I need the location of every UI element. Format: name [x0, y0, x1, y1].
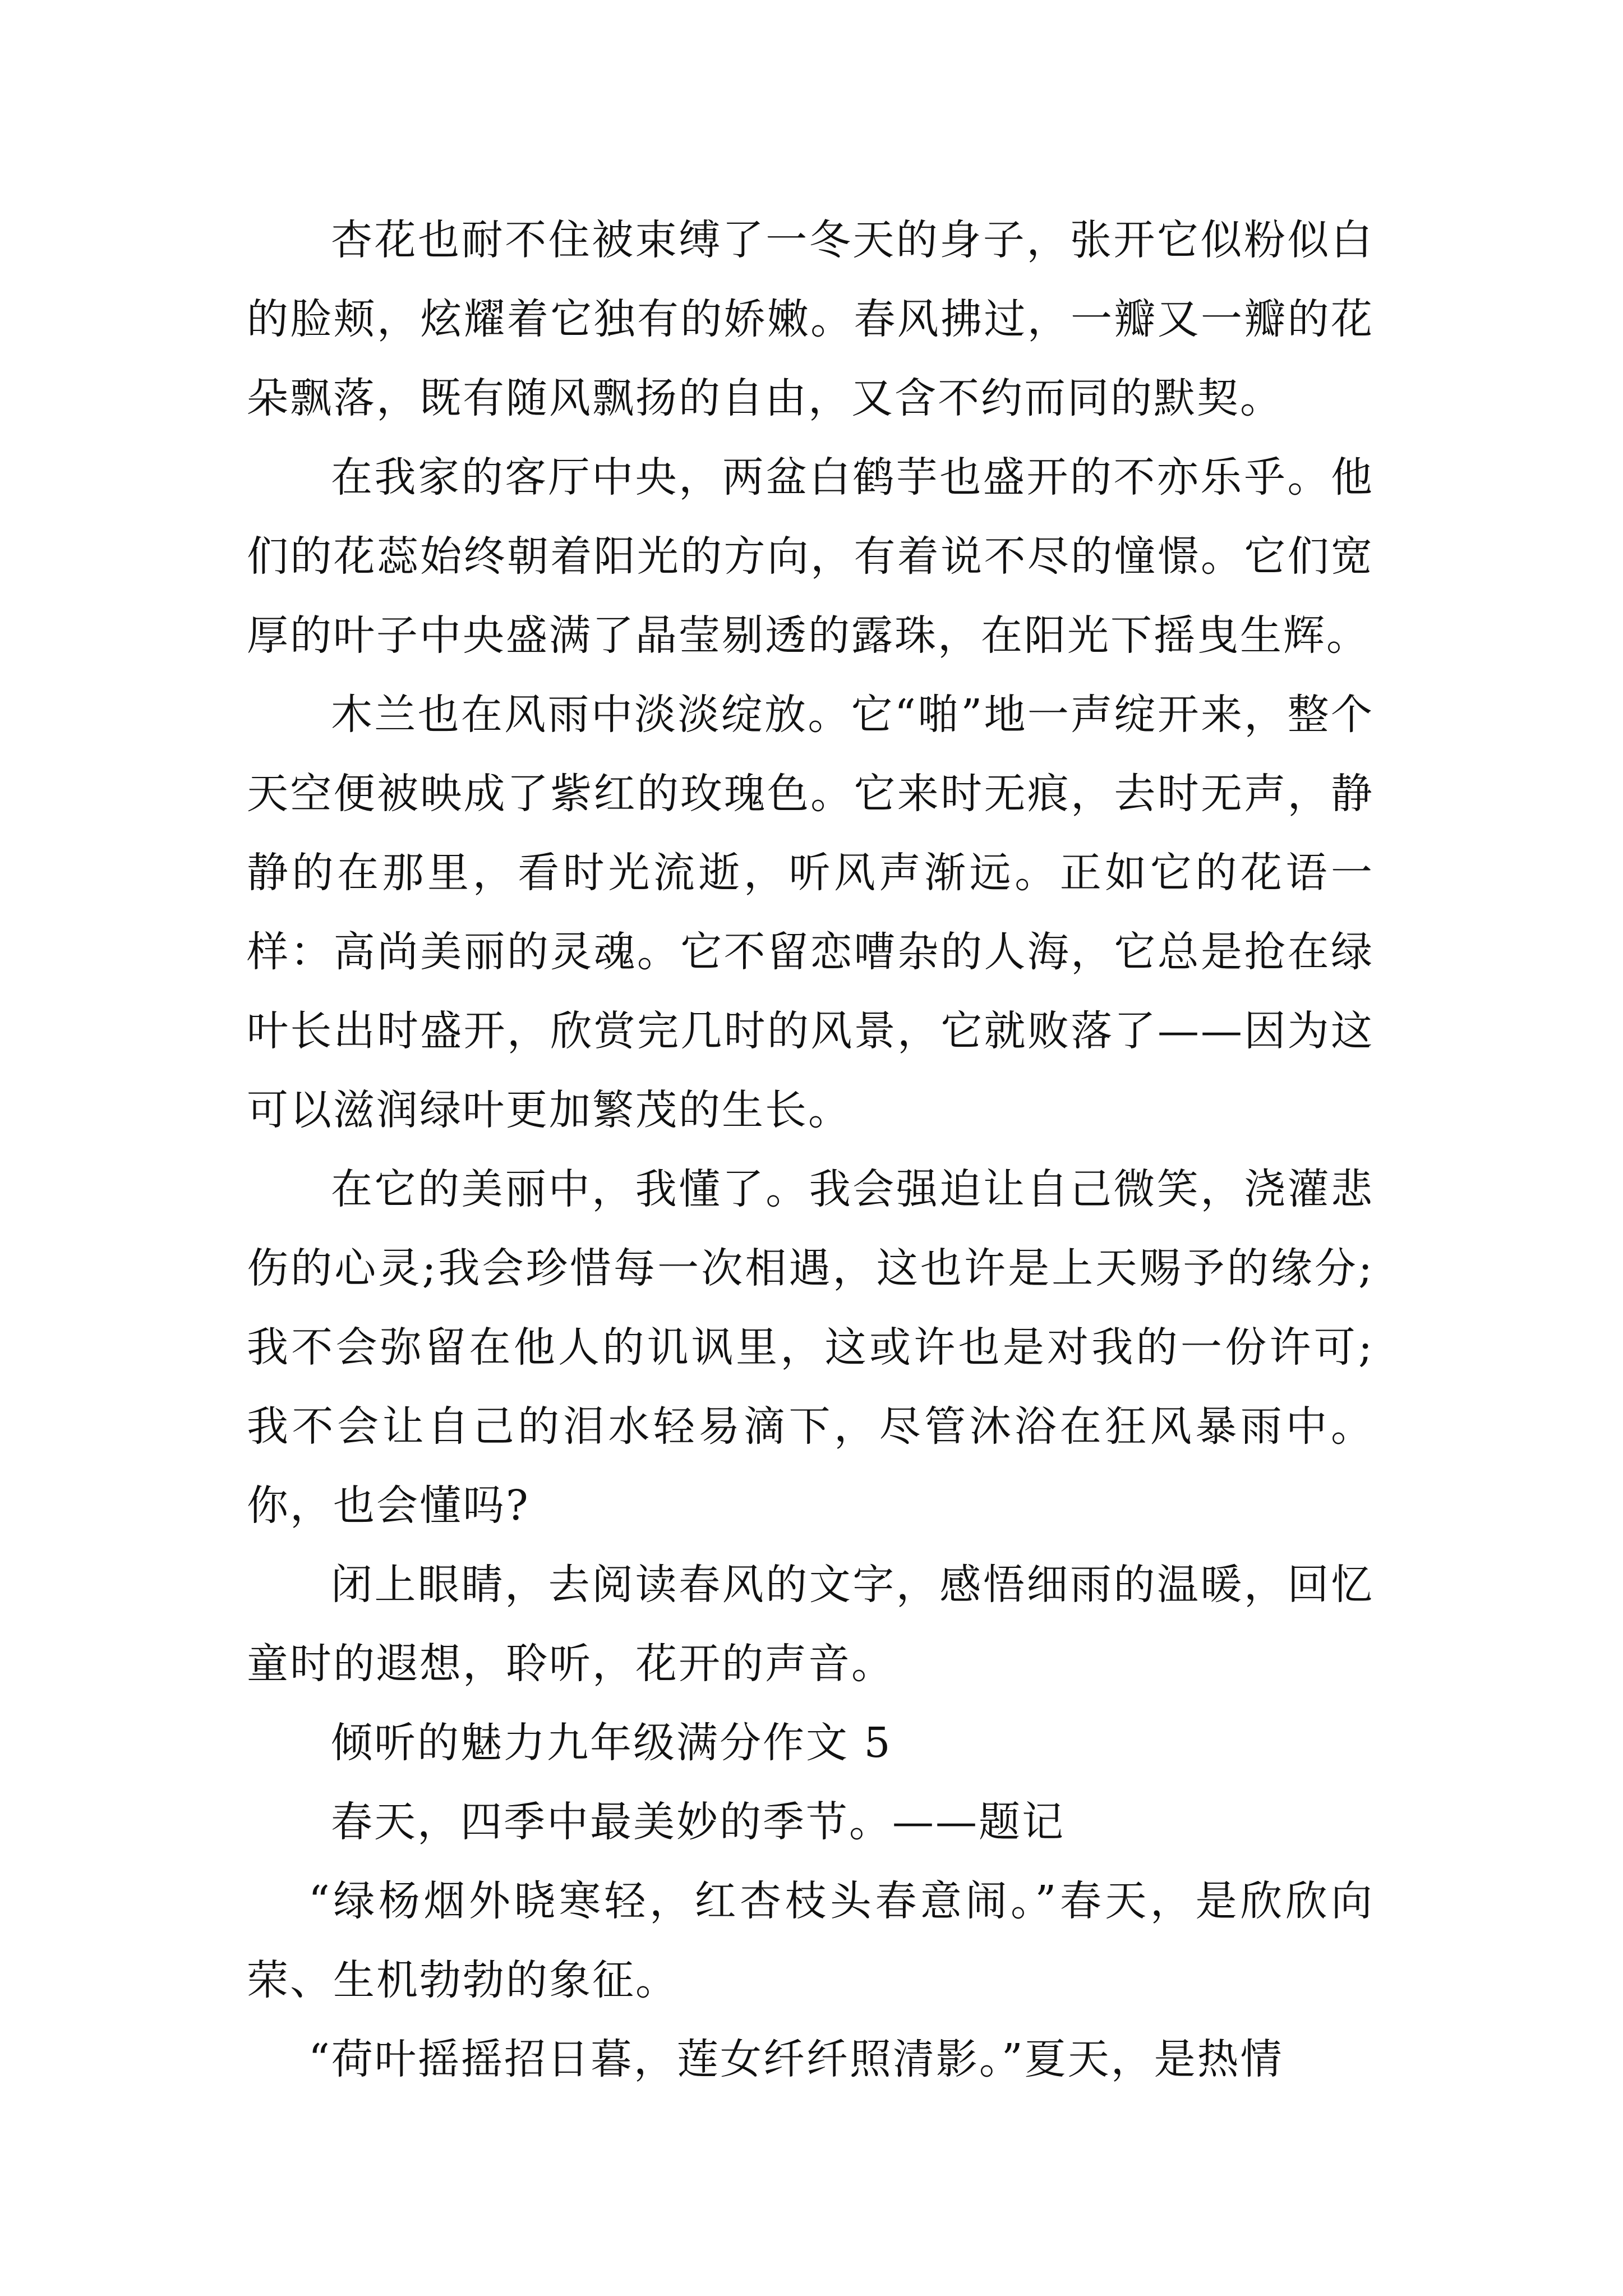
paragraph-closing: 闭上眼睛，去阅读春风的文字，感悟细雨的温暖，回忆童时的遐想，聆听，花开的声音。 — [247, 1561, 1374, 1688]
paragraph-understanding: 在它的美丽中，我懂了。我会强迫让自己微笑，浇灌悲伤的心灵;我会珍惜每一次相遇，这也许是上天赐予的缘分;我不会弥留在他人的讥讽里，这或许也是对我的一份许可;我不会让自己的泪水轻易滴下，尽管沐浴在狂风暴雨中。你，也会懂吗? — [247, 1165, 1374, 1530]
paragraph-magnolia: 木兰也在风雨中淡淡绽放。它“啪”地一声绽开来，整个天空便被映成了紫红的玫瑰色。它来时无痕，去时无声，静静的在那里，看时光流逝，听风声渐远。正如它的花语一样：高尚美丽的灵魂。它不留恋嘈杂的人海，它总是抢在绿叶长出时盛开，欣赏完几时的风景，它就败落了——因为这可以滋润绿叶更加繁茂的生长。 — [247, 691, 1374, 1134]
paragraph-peace-lily: 在我家的客厅中央，两盆白鹤芋也盛开的不亦乐乎。他们的花蕊始终朝着阳光的方向，有着说不尽的憧憬。它们宽厚的叶子中央盛满了晶莹剔透的露珠，在阳光下摇曳生辉。 — [247, 453, 1374, 660]
essay-title: 倾听的魅力九年级满分作文 5 — [331, 1719, 892, 1767]
paragraph-spring-quote: “绿杨烟外晓寒轻，红杏枝头春意闹。”春天，是欣欣向荣、生机勃勃的象征。 — [247, 1877, 1374, 2004]
paragraph-apricot-blossom: 杏花也耐不住被束缚了一冬天的身子，张开它似粉似白的脸颊，炫耀着它独有的娇嫩。春风拂过，一瓣又一瓣的花朵飘落，既有随风飘扬的自由，又含不约而同的默契。 — [247, 216, 1374, 422]
epigraph: 春天，四季中最美妙的季节。——题记 — [331, 1798, 1065, 1846]
essay-body — [247, 201, 1374, 2099]
paragraph-summer-quote: “荷叶摇摇招日暮，莲女纤纤照清影。”夏天，是热情 — [308, 2035, 1284, 2083]
